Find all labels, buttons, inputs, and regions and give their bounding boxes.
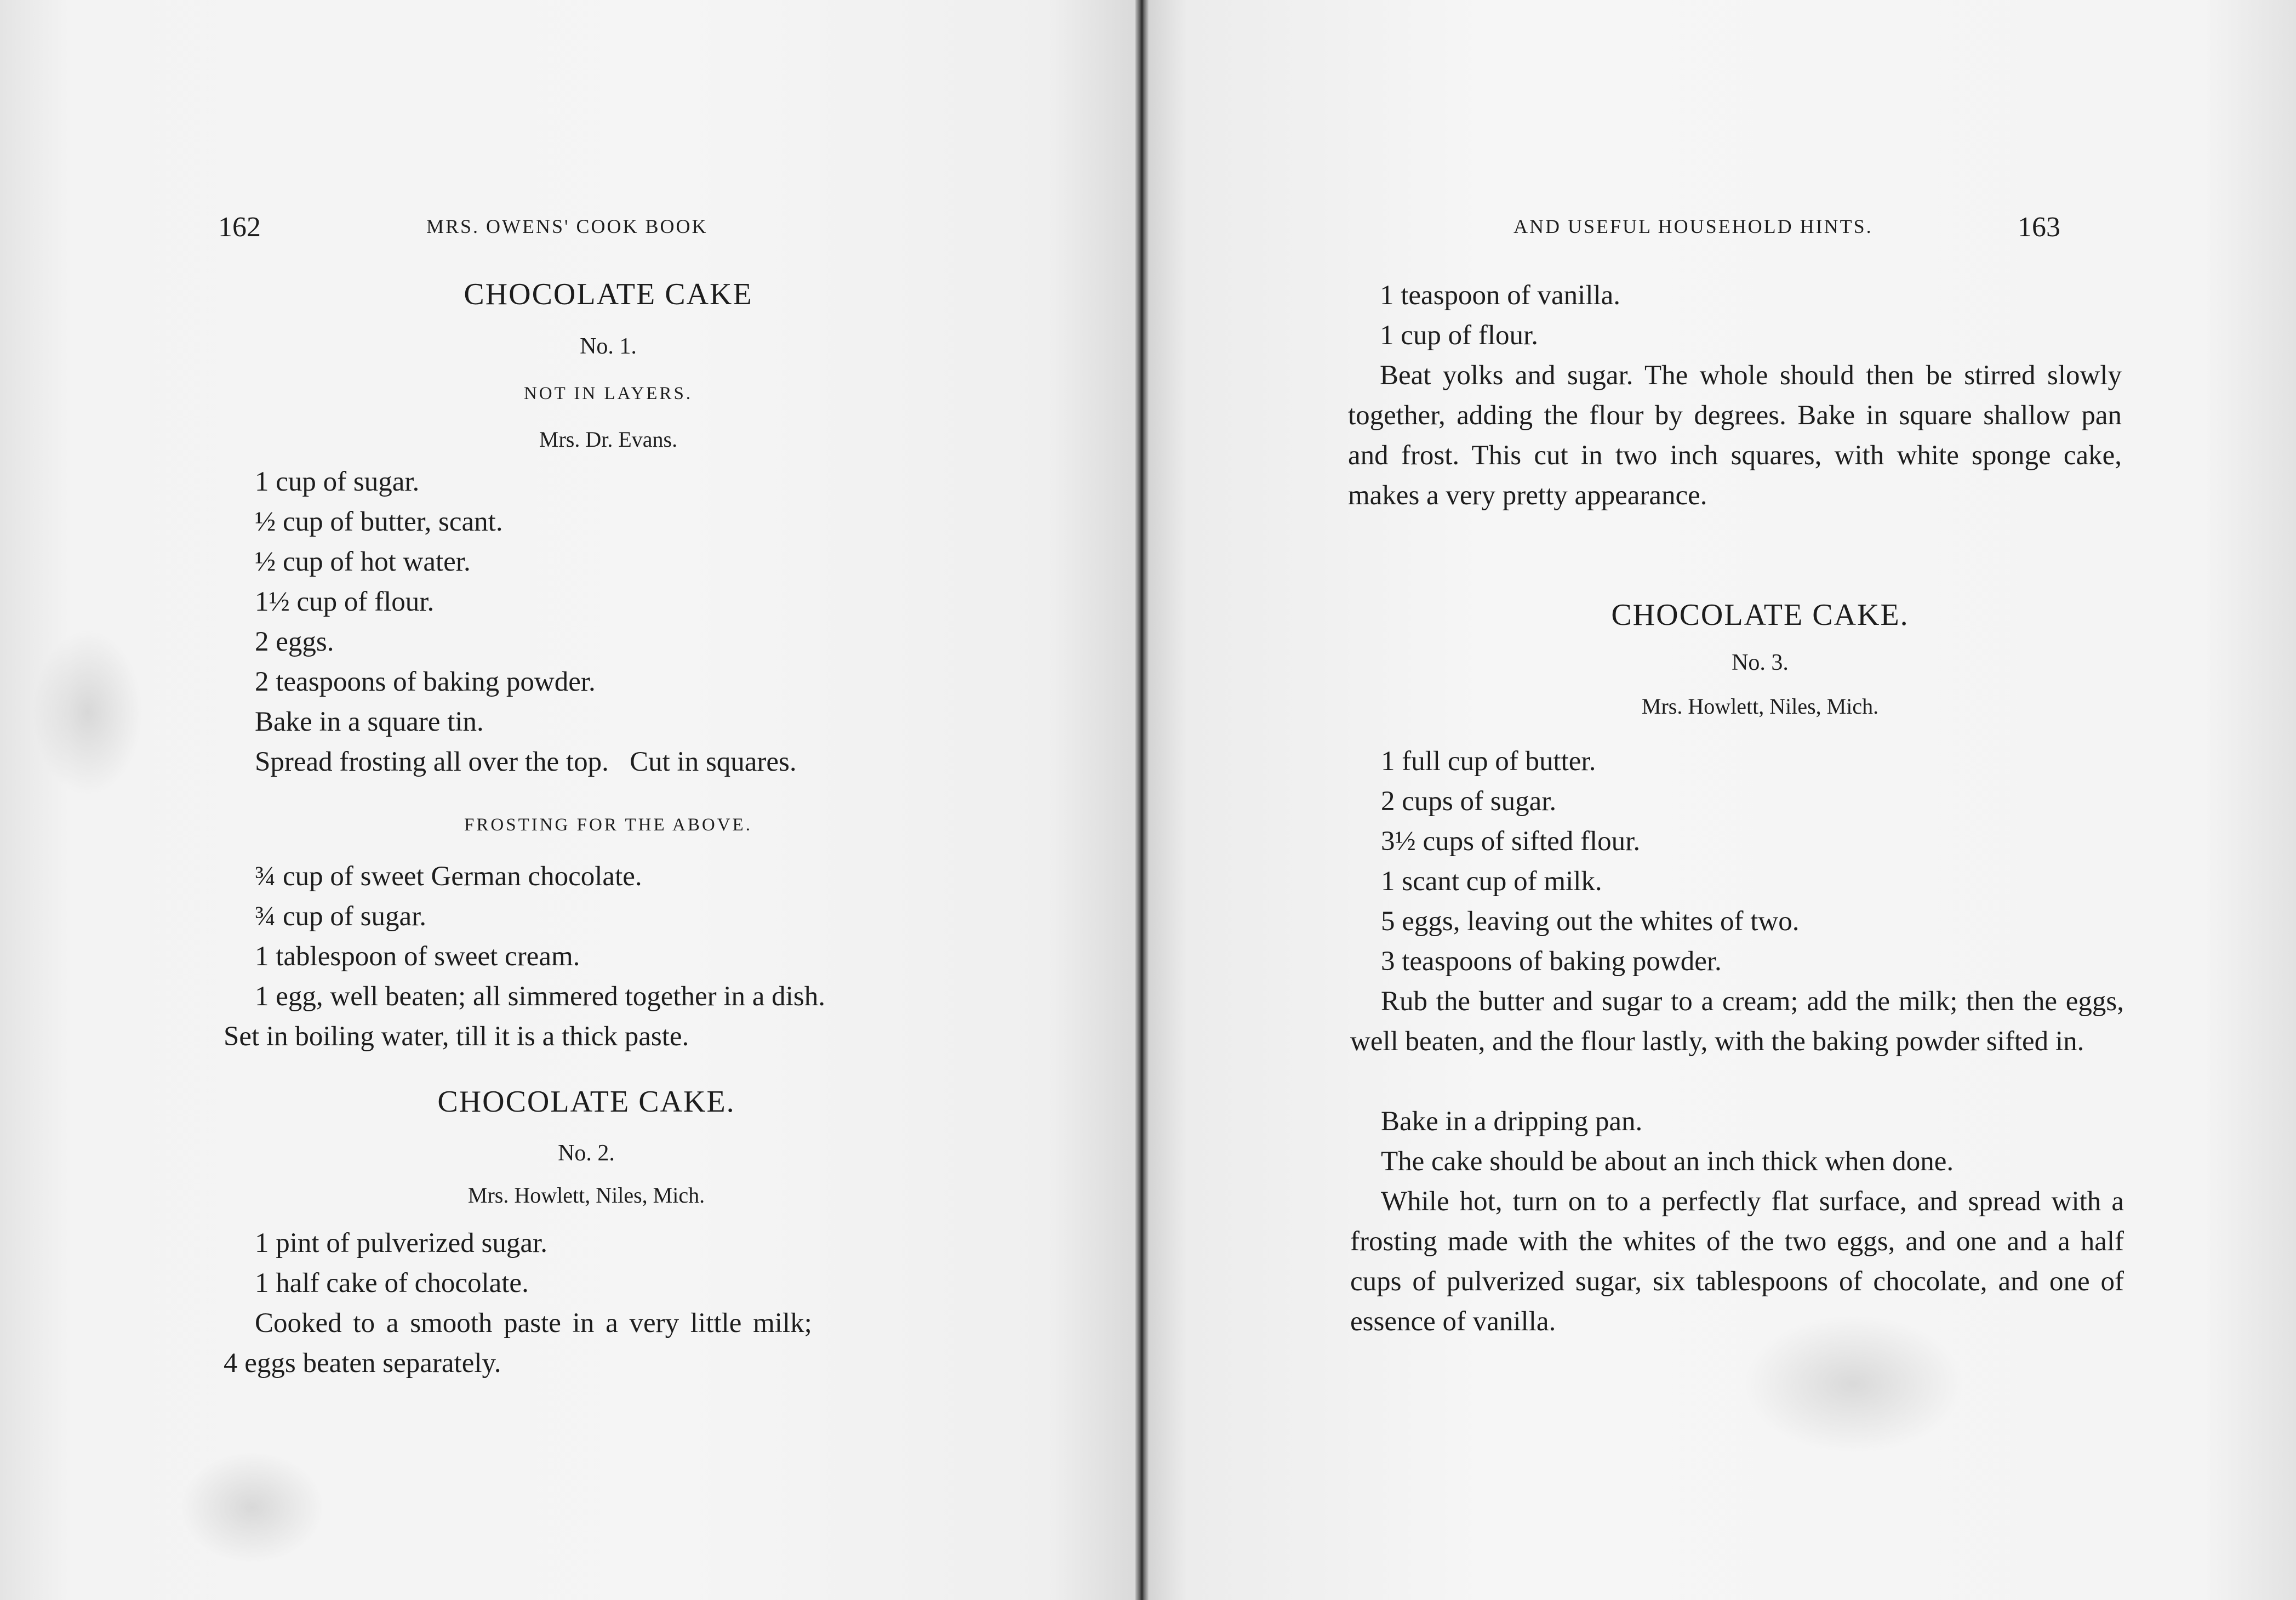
running-head: AND USEFUL HOUSEHOLD HINTS. bbox=[1513, 215, 1873, 237]
recipe-author: Mrs. Dr. Evans. bbox=[539, 427, 678, 452]
method-line: Bake in a dripping pan. bbox=[1381, 1106, 1643, 1137]
method-line bbox=[224, 1017, 689, 1057]
ingredient-line: 3½ cups of sifted flour. bbox=[1381, 826, 1641, 857]
ingredient-line: 1 pint of pulverized sugar. bbox=[255, 1228, 547, 1259]
ingredient-line: 1 teaspoon of vanilla. bbox=[1380, 280, 1621, 311]
recipe-title: CHOCOLATE CAKE bbox=[464, 277, 753, 311]
method-paragraph: Rub the butter and sugar to a cream; add the milk; then the eggs, well beaten, and the flour lastly, with the baking powder sifted in. bbox=[1350, 986, 2124, 1057]
ingredient-list bbox=[255, 1223, 812, 1343]
method-line: Bake in a square tin. bbox=[255, 707, 484, 737]
recipe-author: Mrs. Howlett, Niles, Mich. bbox=[1641, 694, 1879, 719]
recipe-number: No. 1. bbox=[580, 334, 637, 359]
book-gutter bbox=[1135, 0, 1149, 1600]
page-stain bbox=[181, 1453, 323, 1562]
ingredient-list bbox=[255, 462, 797, 782]
running-head: MRS. OWENS' COOK BOOK bbox=[426, 215, 708, 237]
ingredient-line: ½ cup of butter, scant. bbox=[255, 506, 503, 537]
ingredient-line: 1 cup of sugar. bbox=[255, 466, 420, 497]
left-page bbox=[0, 0, 1141, 1600]
recipe-title: CHOCOLATE CAKE. bbox=[1611, 598, 1909, 632]
method-paragraph: While hot, turn on to a perfectly flat surface, and spread with a frosting made with the whites of the two eggs, and one and a half cups of pulverized sugar, six tablespoons of chocolate, and one of essence of vanilla. bbox=[1350, 1186, 2124, 1337]
method-line: Spread frosting all over the top. Cut in squares. bbox=[255, 747, 797, 777]
ingredient-line: ¾ cup of sweet German chocolate. bbox=[255, 861, 642, 892]
method-line bbox=[224, 1343, 501, 1383]
right-page bbox=[1141, 0, 2296, 1600]
ingredient-line: 1 full cup of butter. bbox=[1381, 746, 1596, 777]
method-line: Set in boiling water, till it is a thick paste. bbox=[224, 1021, 689, 1052]
ingredient-list bbox=[1380, 276, 1620, 356]
page-stain bbox=[33, 630, 142, 795]
method-line bbox=[1381, 1102, 1954, 1182]
ingredient-line: 2 eggs. bbox=[255, 627, 334, 657]
method-line: Cooked to a smooth paste in a very little milk; bbox=[255, 1308, 812, 1339]
recipe-title: CHOCOLATE CAKE. bbox=[437, 1085, 735, 1119]
ingredient-line: 1 half cake of chocolate. bbox=[255, 1268, 529, 1299]
ingredient-line: 2 teaspoons of baking powder. bbox=[255, 667, 596, 697]
ingredient-line: ¾ cup of sugar. bbox=[255, 901, 427, 932]
recipe-number: No. 3. bbox=[1732, 650, 1789, 675]
recipe-note: NOT IN LAYERS. bbox=[523, 384, 693, 403]
ingredient-line: 1 tablespoon of sweet cream. bbox=[255, 941, 580, 972]
method-line: The cake should be about an inch thick when done. bbox=[1381, 1146, 1954, 1177]
ingredient-list bbox=[1381, 742, 1799, 982]
method-paragraph: Beat yolks and sugar. The whole should then be stirred slowly together, adding the flour by degrees. Bake in square shallow pan and frost. This cut in two inch squares, with white sponge cake, makes a very pretty appearance. bbox=[1348, 360, 2122, 511]
ingredient-line: ½ cup of hot water. bbox=[255, 546, 471, 577]
ingredient-line: 1 egg, well beaten; all simmered together in a dish. bbox=[255, 981, 825, 1012]
ingredient-line: 3 teaspoons of baking powder. bbox=[1381, 946, 1722, 977]
recipe-author: Mrs. Howlett, Niles, Mich. bbox=[467, 1183, 705, 1208]
ingredient-line: 1 cup of flour. bbox=[1380, 320, 1538, 351]
method-line: 4 eggs beaten separately. bbox=[224, 1348, 501, 1379]
ingredient-line: 1 scant cup of milk. bbox=[1381, 866, 1602, 897]
ingredient-line: 1½ cup of flour. bbox=[255, 587, 435, 617]
section-heading: FROSTING FOR THE ABOVE. bbox=[464, 815, 752, 835]
recipe-number: No. 2. bbox=[558, 1141, 615, 1166]
ingredient-list bbox=[255, 857, 825, 1017]
ingredient-line: 5 eggs, leaving out the whites of two. bbox=[1381, 906, 1800, 937]
page-number: 162 bbox=[218, 212, 261, 243]
ingredient-line: 2 cups of sugar. bbox=[1381, 786, 1557, 817]
page-number: 163 bbox=[2018, 212, 2060, 243]
